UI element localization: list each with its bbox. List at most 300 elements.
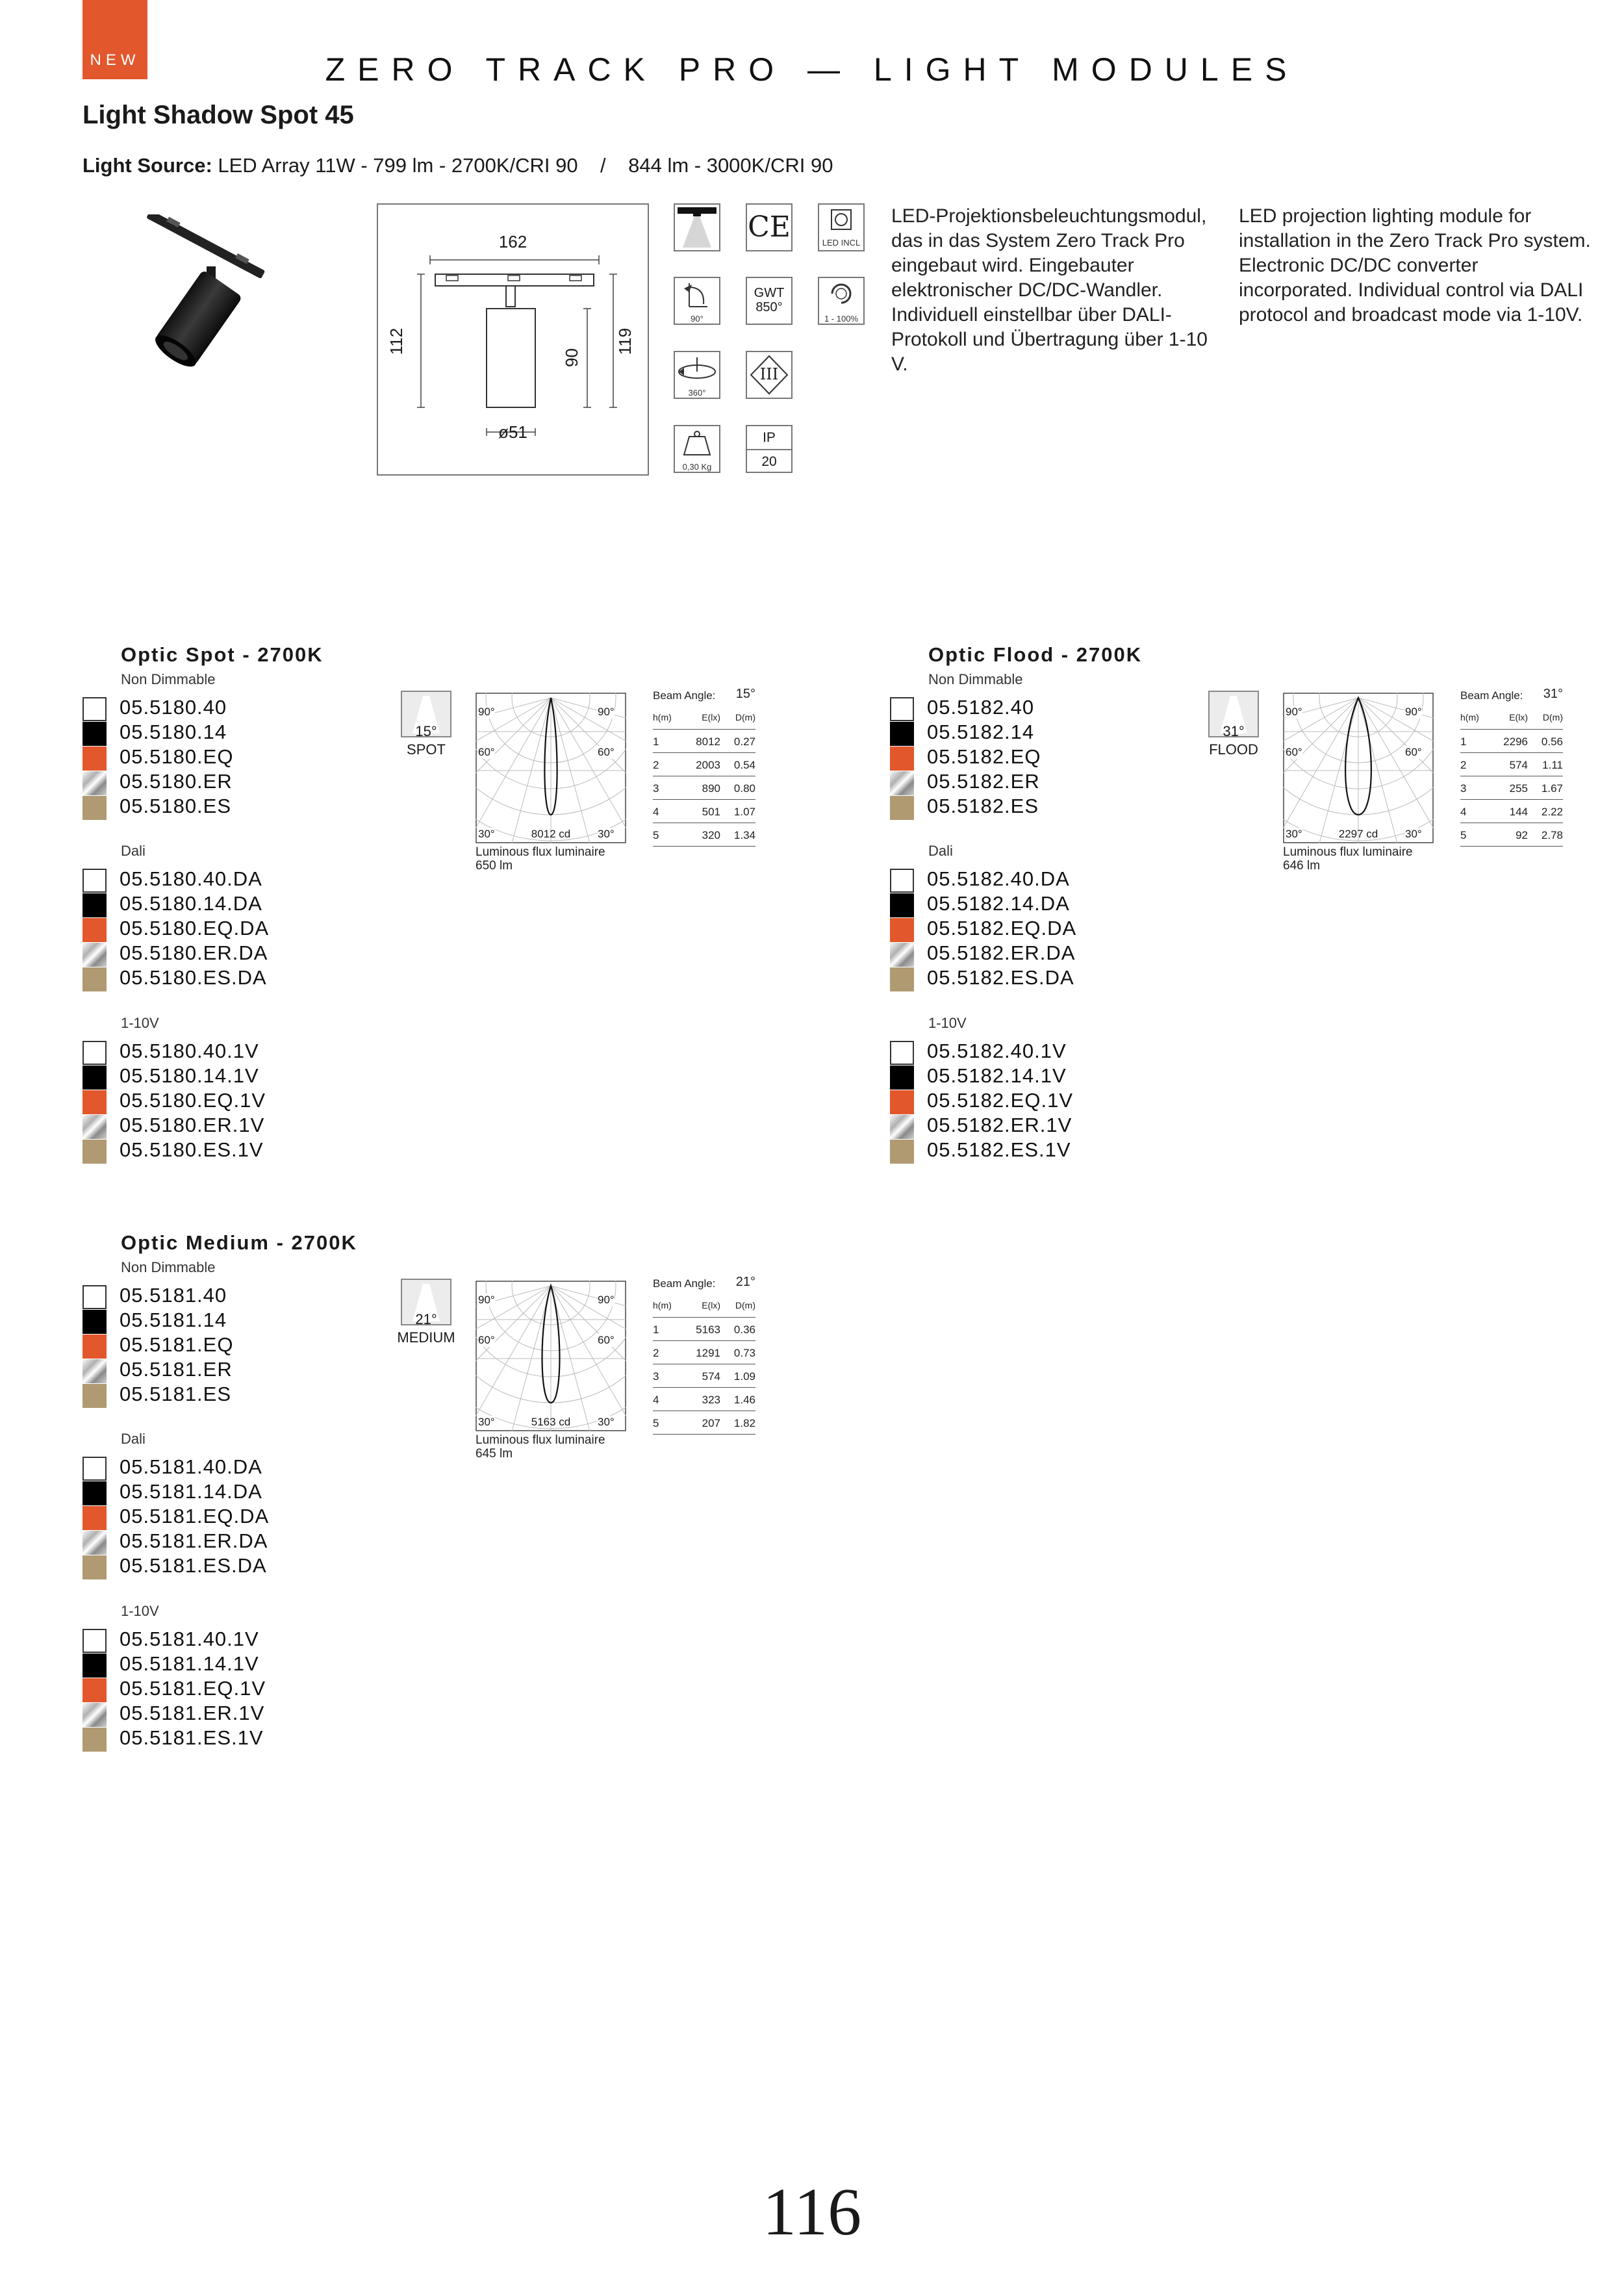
class-iii-icon	[746, 351, 793, 399]
product-code: 05.5181.ES.1V	[120, 1726, 264, 1749]
optic-angle: 21°	[415, 1311, 437, 1327]
table-cell: 0.36	[733, 1323, 755, 1336]
product-code: 05.5182.EQ	[927, 745, 1041, 768]
description-english: LED projection lighting module for installation in the Zero Track Pro system. Electronic DC/DC converter incorporated. Individual control via DALI protocol and broadcast mode via 1-10V.	[1239, 205, 1591, 326]
white-finish-swatch	[82, 1041, 107, 1065]
beam-table	[653, 1272, 755, 1435]
code-row	[890, 1089, 1163, 1114]
product-code: 05.5181.ER.1V	[120, 1702, 265, 1724]
table-cell: 320	[702, 829, 720, 841]
table-cell: 5	[653, 829, 659, 841]
table-cell: 3	[653, 782, 659, 795]
product-code: 05.5180.ES.1V	[120, 1138, 264, 1161]
chrome-finish-swatch	[890, 771, 914, 795]
sand-finish-swatch	[82, 1384, 107, 1408]
black-finish-swatch	[82, 1654, 107, 1678]
code-row	[82, 721, 355, 745]
sand-finish-swatch	[82, 796, 107, 820]
product-code: 05.5182.ES.DA	[927, 966, 1074, 989]
code-row	[82, 1040, 355, 1064]
ip-value: 20	[761, 454, 777, 469]
code-row	[890, 892, 1163, 917]
code-row	[82, 696, 355, 721]
flux-value: 645 lm	[476, 1447, 513, 1461]
orange-finish-swatch	[890, 1090, 914, 1114]
table-cell: 0.54	[733, 759, 755, 771]
optic-title: Optic Flood - 2700K	[928, 643, 1143, 666]
polar-diagram	[1283, 693, 1434, 843]
black-finish-swatch	[82, 1066, 107, 1090]
page-title: ZERO TRACK PRO — LIGHT MODULES	[325, 51, 1299, 88]
product-code: 05.5180.40	[120, 696, 227, 719]
sand-finish-swatch	[890, 967, 914, 991]
product-code: 05.5182.ER	[927, 770, 1040, 793]
code-row	[82, 1138, 355, 1163]
table-row	[653, 1364, 755, 1388]
optic-title: Optic Spot - 2700K	[121, 643, 324, 666]
code-row	[82, 1726, 355, 1751]
chrome-finish-swatch	[82, 1115, 107, 1139]
code-list	[890, 696, 1163, 819]
table-cell: 4	[653, 1394, 659, 1406]
chrome-finish-swatch	[890, 1115, 914, 1139]
black-finish-swatch	[82, 722, 107, 746]
group-label: 1-10V	[928, 1015, 967, 1031]
table-cell: 1.34	[733, 829, 755, 841]
code-row	[82, 1358, 355, 1383]
white-finish-swatch	[890, 1041, 914, 1065]
table-row	[653, 1318, 755, 1341]
polar-angle-label: 90°	[1286, 706, 1302, 718]
table-cell: 144	[1509, 806, 1528, 818]
polar-angle-label: 30°	[598, 1416, 615, 1428]
product-code: 05.5180.14.DA	[120, 892, 262, 915]
polar-angle-label: 90°	[598, 706, 615, 718]
tilt-caption: 90°	[691, 314, 704, 324]
white-finish-swatch	[82, 1629, 107, 1653]
sand-finish-swatch	[82, 1140, 107, 1164]
dim-height-body: 90	[561, 348, 581, 367]
group-label: Dali	[121, 843, 146, 859]
product-code: 05.5180.ER	[120, 770, 233, 793]
beam-angle-row	[653, 1272, 755, 1294]
white-finish-swatch	[82, 697, 107, 721]
code-list	[82, 1628, 355, 1751]
table-row	[653, 800, 755, 823]
product-code: 05.5182.14.DA	[927, 892, 1070, 915]
product-code: 05.5182.ER.DA	[927, 941, 1076, 964]
product-code: 05.5182.EQ.DA	[927, 917, 1077, 939]
table-header-row	[1460, 706, 1563, 730]
table-cell: 2.78	[1541, 829, 1563, 841]
group-label: Non Dimmable	[121, 1259, 216, 1275]
table-cell: 0.80	[733, 782, 755, 795]
polar-cd-value: 2297 cd	[1338, 828, 1378, 840]
white-finish-swatch	[82, 1285, 107, 1309]
product-code: 05.5180.ER.DA	[120, 941, 268, 964]
code-row	[890, 745, 1163, 770]
product-code: 05.5181.14	[120, 1309, 227, 1331]
product-code: 05.5182.14	[927, 721, 1035, 743]
code-row	[82, 1652, 355, 1677]
code-list	[82, 1284, 355, 1407]
polar-diagram	[476, 693, 626, 843]
table-cell: 4	[1460, 806, 1467, 818]
polar-cd-value: 8012 cd	[531, 828, 571, 840]
black-finish-swatch	[890, 722, 914, 746]
code-row	[82, 1333, 355, 1358]
code-row	[890, 696, 1163, 721]
beam-angle-row	[653, 684, 755, 706]
code-list	[890, 1040, 1163, 1163]
table-cell: 3	[653, 1370, 659, 1383]
product-code: 05.5180.40.DA	[120, 867, 262, 890]
white-finish-swatch	[890, 869, 914, 893]
table-cell: 255	[1509, 782, 1528, 795]
dimension-drawing	[377, 203, 649, 476]
black-finish-swatch	[890, 1066, 914, 1090]
beam-angle-value: 15°	[735, 687, 755, 701]
code-row	[890, 1040, 1163, 1064]
table-cell: 2	[1460, 759, 1467, 771]
table-cell: 2.22	[1541, 806, 1563, 818]
group-label: Dali	[928, 843, 953, 859]
product-code: 05.5182.40.1V	[927, 1040, 1067, 1062]
product-code: 05.5180.40.1V	[120, 1040, 259, 1062]
table-cell: 2	[653, 759, 659, 771]
table-cell: 1.09	[733, 1370, 755, 1383]
table-row	[653, 823, 755, 847]
chrome-finish-swatch	[82, 771, 107, 795]
code-row	[890, 867, 1163, 892]
table-header-row	[653, 1294, 755, 1318]
dimming-icon	[818, 277, 865, 325]
table-row	[1460, 753, 1563, 776]
table-row	[653, 776, 755, 800]
optic-name: MEDIUM	[397, 1329, 455, 1346]
chrome-finish-swatch	[82, 1703, 107, 1727]
light-source-label: Light Source:	[82, 154, 212, 177]
optic-title: Optic Medium - 2700K	[121, 1231, 357, 1254]
product-code: 05.5181.EQ.DA	[120, 1505, 270, 1527]
product-code: 05.5180.EQ.1V	[120, 1089, 266, 1112]
optic-name: SPOT	[407, 741, 446, 758]
product-code: 05.5182.ES.1V	[927, 1138, 1071, 1161]
rotation-icon	[674, 351, 720, 399]
code-row	[890, 795, 1163, 819]
table-cell: 1.82	[733, 1417, 755, 1429]
code-row	[82, 892, 355, 917]
orange-finish-swatch	[82, 1335, 107, 1359]
code-row	[890, 1114, 1163, 1138]
table-cell: 5	[1460, 829, 1467, 841]
sand-finish-swatch	[890, 796, 914, 820]
chrome-finish-swatch	[890, 943, 914, 967]
product-code: 05.5182.40.DA	[927, 867, 1070, 890]
black-finish-swatch	[890, 893, 914, 917]
table-row	[653, 1411, 755, 1435]
code-row	[890, 1064, 1163, 1089]
dim-diameter: ø51	[498, 422, 527, 442]
orange-finish-swatch	[890, 918, 914, 942]
optic-section	[82, 642, 810, 1161]
polar-angle-label: 90°	[598, 1294, 615, 1306]
table-cell: 1.67	[1541, 782, 1563, 795]
chrome-finish-swatch	[82, 1531, 107, 1555]
product-code: 05.5180.EQ.DA	[120, 917, 270, 939]
code-row	[82, 1064, 355, 1089]
table-cell: 3	[1460, 782, 1467, 795]
code-list	[890, 867, 1163, 991]
polar-angle-label: 90°	[478, 706, 495, 718]
led-included-icon	[818, 203, 865, 251]
group-label: 1-10V	[121, 1603, 159, 1619]
code-row	[82, 1114, 355, 1138]
polar-angle-label: 30°	[1286, 828, 1302, 840]
gwt-value: 850°	[755, 300, 783, 314]
table-row	[1460, 823, 1563, 847]
orange-finish-swatch	[890, 747, 914, 771]
product-code: 05.5181.EQ.1V	[120, 1677, 266, 1700]
code-list	[82, 867, 355, 991]
table-cell: h(m)	[653, 712, 672, 722]
table-cell: E(lx)	[1509, 712, 1528, 722]
table-cell: D(m)	[735, 712, 755, 722]
polar-angle-label: 60°	[598, 1334, 615, 1346]
table-cell: 890	[702, 782, 720, 795]
table-row	[653, 1388, 755, 1411]
gwt-label: GWT	[754, 286, 785, 300]
tilt-icon	[674, 277, 720, 325]
product-code: 05.5181.ES.DA	[120, 1554, 267, 1577]
chrome-finish-swatch	[82, 1359, 107, 1383]
code-list	[82, 1455, 355, 1579]
orange-finish-swatch	[82, 1678, 107, 1702]
code-row	[82, 941, 355, 966]
polar-angle-label: 30°	[1405, 828, 1422, 840]
beam-angle-value: 21°	[735, 1275, 755, 1289]
beam-spot-icon	[674, 203, 720, 251]
table-row	[653, 753, 755, 776]
product-photo	[130, 214, 279, 370]
code-row	[890, 1138, 1163, 1163]
code-list	[82, 1040, 355, 1163]
optic-section	[890, 642, 1618, 1161]
table-cell: 207	[702, 1417, 720, 1429]
ce-mark-icon	[746, 203, 793, 251]
table-cell: 1.07	[733, 806, 755, 818]
table-row	[653, 1341, 755, 1364]
led-included-caption: LED INCL	[822, 238, 861, 248]
flux-value: 646 lm	[1283, 859, 1321, 873]
product-code: 05.5180.ES	[120, 795, 232, 817]
table-row	[653, 730, 755, 753]
optic-angle: 31°	[1223, 723, 1245, 739]
code-row	[82, 1702, 355, 1726]
product-code: 05.5182.ER.1V	[927, 1114, 1072, 1136]
table-cell: h(m)	[1460, 712, 1479, 722]
dim-width: 162	[498, 232, 527, 251]
product-code: 05.5181.14.1V	[120, 1652, 259, 1675]
polar-angle-label: 90°	[1405, 706, 1422, 718]
table-row	[1460, 730, 1563, 753]
group-label: 1-10V	[121, 1015, 159, 1031]
product-code: 05.5181.14.DA	[120, 1480, 262, 1503]
new-badge: NEW	[82, 0, 147, 79]
orange-finish-swatch	[82, 1506, 107, 1530]
table-cell: 2296	[1503, 735, 1528, 748]
flux-caption: Luminous flux luminaire	[1283, 845, 1413, 859]
class-iii-text: III	[759, 365, 779, 383]
group-label: Dali	[121, 1431, 146, 1447]
table-cell: 4	[653, 806, 659, 818]
code-row	[82, 1505, 355, 1529]
product-code: 05.5180.EQ	[120, 745, 234, 768]
code-row	[82, 917, 355, 941]
table-cell: 1	[653, 1323, 659, 1336]
product-code: 05.5180.ES.DA	[120, 966, 267, 989]
product-code: 05.5181.ER	[120, 1358, 233, 1381]
polar-angle-label: 60°	[598, 746, 615, 758]
flux-value: 650 lm	[476, 859, 513, 873]
beam-angle-label: Beam Angle:	[653, 1277, 716, 1290]
code-row	[82, 795, 355, 819]
polar-angle-label: 60°	[1405, 746, 1422, 758]
weight-caption: 0,30 Kg	[682, 462, 712, 472]
table-cell: 0.56	[1541, 735, 1563, 748]
flux-caption: Luminous flux luminaire	[476, 845, 605, 859]
sand-finish-swatch	[82, 1555, 107, 1579]
beam-angle-value: 31°	[1543, 687, 1563, 701]
code-row	[890, 941, 1163, 966]
code-row	[82, 1677, 355, 1702]
gwt-icon	[746, 277, 793, 325]
product-code: 05.5181.40.DA	[120, 1455, 262, 1478]
table-cell: 8012	[696, 735, 720, 748]
product-code: 05.5181.40.1V	[120, 1628, 259, 1650]
code-row	[82, 966, 355, 991]
code-row	[82, 1554, 355, 1579]
sand-finish-swatch	[890, 1140, 914, 1164]
beam-angle-label: Beam Angle:	[1460, 689, 1523, 702]
dimming-caption: 1 - 100%	[824, 314, 859, 324]
orange-finish-swatch	[82, 1090, 107, 1114]
light-source	[82, 154, 833, 177]
code-row	[82, 1628, 355, 1652]
beam-table	[653, 684, 755, 847]
dim-height-total: 112	[387, 327, 407, 355]
beam-table	[1460, 684, 1563, 847]
orange-finish-swatch	[82, 918, 107, 942]
sand-finish-swatch	[82, 1728, 107, 1752]
code-row	[82, 770, 355, 795]
table-cell: 501	[702, 806, 720, 818]
product-code: 05.5180.ER.1V	[120, 1114, 265, 1136]
code-row	[82, 1309, 355, 1333]
table-cell: 574	[1509, 759, 1528, 771]
product-code: 05.5181.40	[120, 1284, 227, 1307]
product-code: 05.5182.40	[927, 696, 1035, 719]
table-cell: D(m)	[735, 1300, 755, 1310]
table-cell: 2	[653, 1347, 659, 1359]
product-code: 05.5182.14.1V	[927, 1064, 1067, 1087]
polar-angle-label: 30°	[598, 828, 615, 840]
polar-angle-label: 90°	[478, 1294, 495, 1306]
page-number: 116	[762, 2175, 862, 2249]
polar-cd-value: 5163 cd	[531, 1416, 571, 1428]
sand-finish-swatch	[82, 967, 107, 991]
polar-angle-label: 60°	[478, 1334, 495, 1346]
white-finish-swatch	[890, 697, 914, 721]
table-cell: 0.27	[733, 735, 755, 748]
table-cell: 1	[1460, 735, 1467, 748]
product-code: 05.5181.ES	[120, 1383, 232, 1405]
table-cell: 0.73	[733, 1347, 755, 1359]
product-code: 05.5182.ES	[927, 795, 1039, 817]
table-cell: 2003	[696, 759, 720, 771]
polar-angle-label: 30°	[478, 828, 495, 840]
beam-angle-row	[1460, 684, 1563, 706]
optic-section	[82, 1230, 810, 1749]
light-source-value: LED Array 11W - 799 lm - 2700K/CRI 90 / 844 lm - 3000K/CRI 90	[212, 154, 833, 177]
code-row	[82, 1455, 355, 1480]
beam-angle-label: Beam Angle:	[653, 689, 716, 702]
table-row	[1460, 800, 1563, 823]
black-finish-swatch	[82, 1310, 107, 1334]
optic-name: FLOOD	[1209, 741, 1258, 758]
code-row	[82, 1089, 355, 1114]
table-cell: 1291	[696, 1347, 720, 1359]
description-german: LED-Projektionsbeleuchtungsmodul, das in das System Zero Track Pro eingebaut wird. Eingebauter elektronischer DC/DC-Wandler. Individuell einstellbar über DALI-Protokoll und Übertragung über 1-10 V.	[891, 205, 1208, 375]
code-row	[890, 966, 1163, 991]
code-row	[890, 721, 1163, 745]
table-cell: 5163	[696, 1323, 720, 1336]
table-cell: 1	[653, 735, 659, 748]
chrome-finish-swatch	[82, 943, 107, 967]
flux-caption: Luminous flux luminaire	[476, 1433, 605, 1447]
white-finish-swatch	[82, 1457, 107, 1481]
polar-angle-label: 60°	[1286, 746, 1302, 758]
code-row	[890, 770, 1163, 795]
product-code: 05.5181.ER.DA	[120, 1529, 268, 1552]
table-cell: 574	[702, 1370, 720, 1383]
ce-mark-text: CE	[748, 211, 791, 244]
table-cell: D(m)	[1542, 712, 1563, 722]
black-finish-swatch	[82, 893, 107, 917]
table-row	[1460, 776, 1563, 800]
code-row	[82, 1480, 355, 1505]
code-row	[82, 867, 355, 892]
table-cell: 1.11	[1542, 759, 1563, 771]
ip-rating-icon	[746, 425, 793, 473]
dim-height-mid: 119	[615, 327, 635, 355]
table-cell: 92	[1516, 829, 1528, 841]
code-row	[82, 1284, 355, 1309]
product-name: Light Shadow Spot 45	[82, 101, 354, 129]
table-cell: 5	[653, 1417, 659, 1429]
product-code: 05.5182.EQ.1V	[927, 1089, 1073, 1112]
group-label: Non Dimmable	[121, 671, 216, 687]
code-row	[82, 1529, 355, 1554]
black-finish-swatch	[82, 1481, 107, 1505]
group-label: Non Dimmable	[928, 671, 1023, 687]
orange-finish-swatch	[82, 747, 107, 771]
table-cell: h(m)	[653, 1300, 672, 1310]
table-cell: E(lx)	[702, 1300, 720, 1310]
polar-angle-label: 30°	[478, 1416, 495, 1428]
weight-icon	[674, 425, 720, 473]
white-finish-swatch	[82, 869, 107, 893]
